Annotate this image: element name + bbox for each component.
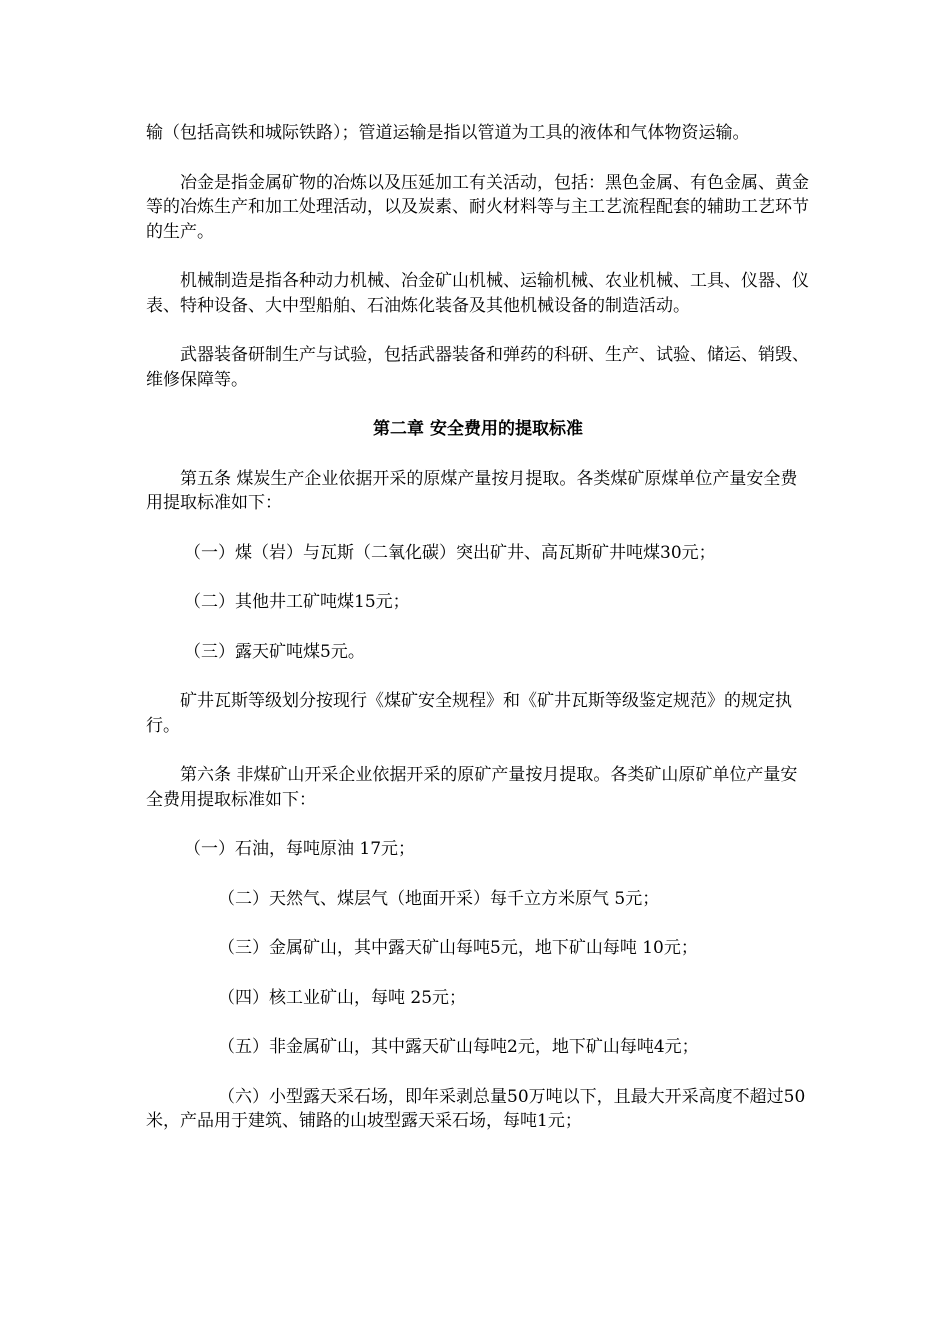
gas-grade-note: 矿井瓦斯等级划分按现行《煤矿安全规程》和《矿井瓦斯等级鉴定规范》的规定执行。 bbox=[146, 691, 792, 736]
paragraph-machinery: 机械制造是指各种动力机械、冶金矿山机械、运输机械、农业机械、工具、仪器、仪表、特种设备、大中型船舶、石油炼化装备及其他机械设备的制造活动。 bbox=[146, 271, 809, 316]
paragraph-metallurgy: 冶金是指金属矿物的冶炼以及压延加工有关活动，包括：黑色金属、有色金属、黄金等的冶炼生产和加工处理活动，以及炭素、耐火材料等与主工艺流程配套的辅助工艺环节的生产。 bbox=[146, 172, 809, 242]
article-6: 第六条 非煤矿山开采企业依据开采的原矿产量按月提取。各类矿山原矿单位产量安全费用提取标准如下： bbox=[146, 765, 798, 810]
article-5-item-1: （一）煤（岩）与瓦斯（二氧化碳）突出矿井、高瓦斯矿井吨煤30元； bbox=[184, 542, 716, 563]
chapter-title: 第二章 安全费用的提取标准 bbox=[373, 419, 583, 439]
article-6-item-2: （二）天然气、煤层气（地面开采）每千立方米原气 5元； bbox=[218, 888, 660, 909]
article-6-item-6: （六）小型露天采石场，即年采剥总量50万吨以下，且最大开采高度不超过50米，产品用于建筑、铺路的山坡型露天采石场，每吨1元； bbox=[146, 1086, 806, 1131]
paragraph-transport: 输（包括高铁和城际铁路）；管道运输是指以管道为工具的液体和气体物资运输。 bbox=[146, 123, 750, 143]
paragraph-weapons: 武器装备研制生产与试验，包括武器装备和弹药的科研、生产、试验、储运、销毁、维修保障等。 bbox=[146, 345, 809, 390]
article-6-item-5: （五）非金属矿山，其中露天矿山每吨2元，地下矿山每吨4元； bbox=[218, 1037, 699, 1057]
article-6-item-4: （四）核工业矿山，每吨 25元； bbox=[218, 987, 467, 1008]
document-body bbox=[146, 121, 810, 1159]
article-5: 第五条 煤炭生产企业依据开采的原煤产量按月提取。各类煤矿原煤单位产量安全费用提取标准如下： bbox=[146, 468, 798, 513]
article-6-item-1: （一）石油，每吨原油 17元； bbox=[184, 839, 416, 859]
article-5-item-3: （三）露天矿吨煤5元。 bbox=[184, 641, 365, 662]
article-5-item-2: （二）其他井工矿吨煤15元； bbox=[184, 592, 410, 612]
article-6-item-3: （三）金属矿山，其中露天矿山每吨5元，地下矿山每吨 10元； bbox=[218, 938, 698, 958]
